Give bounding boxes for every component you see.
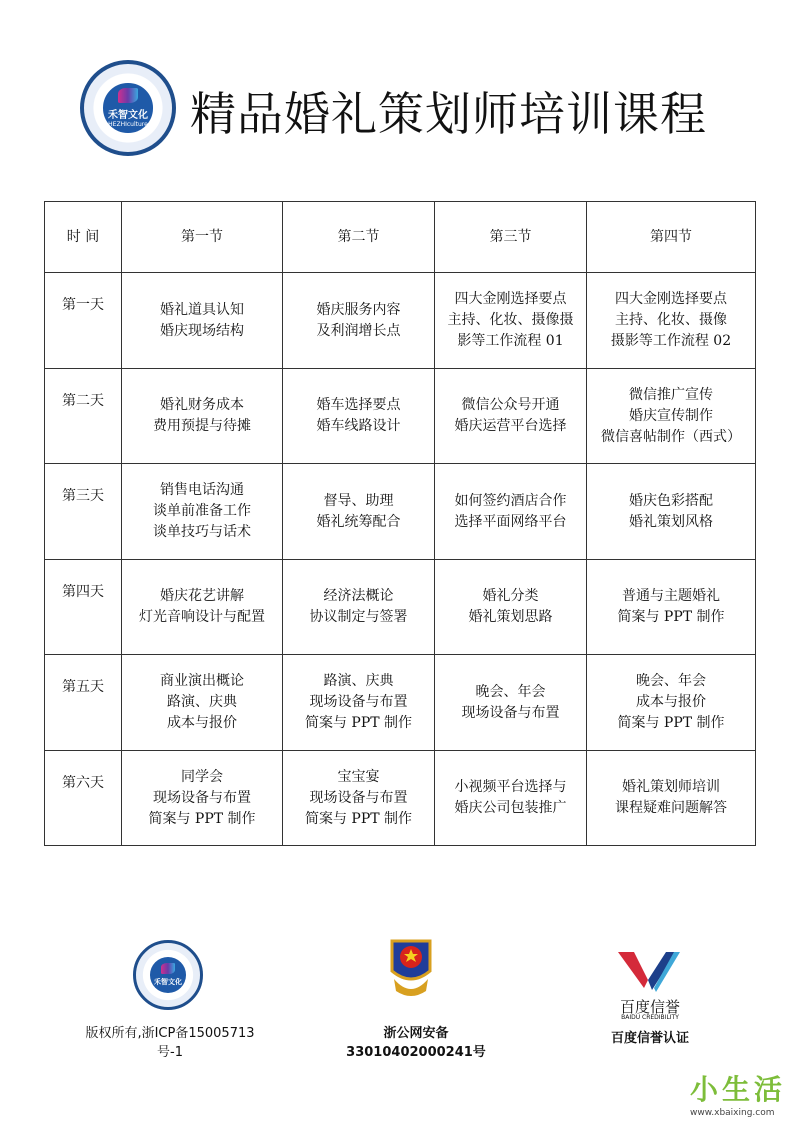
session-cell [587,464,756,560]
session-line: 费用预提与待摊 [153,418,251,434]
session-cell [435,655,587,751]
page-title: 精品婚礼策划师培训课程 [190,87,707,141]
column-header: 时 间 [45,202,122,273]
session-line: 婚庆宣传制作 [629,407,713,424]
session-line: 路演、庆典 [167,694,237,710]
session-cell [435,464,587,560]
session-line: 婚庆色彩搭配 [629,492,713,509]
session-line: 婚礼策划师培训 [622,779,720,795]
session-cell [283,655,435,751]
session-cell [435,751,587,846]
session-line: 成本与报价 [636,694,706,710]
session-cell [435,273,587,369]
session-line: 主持、化妆、摄像摄 [447,312,574,328]
table-row [45,369,756,464]
schedule-table [44,201,756,846]
session-line: 婚礼分类 [482,588,539,604]
session-line: 婚礼统筹配合 [316,513,401,530]
hezhi-logo: 禾智文化 HEZHIculture [80,60,176,156]
session-cell [587,273,756,369]
column-header: 第四节 [587,202,756,273]
session-line: 现场设备与布置 [153,789,251,806]
icp-copyright: 版权所有,浙ICP备15005713号-1 [85,1026,255,1060]
column-header: 第三节 [435,202,587,273]
session-line: 协议制定与签署 [309,609,408,625]
table-row [45,751,756,846]
session-line: 四大金刚选择要点 [615,291,727,307]
session-line: 现场设备与布置 [309,789,408,806]
police-emblem-icon [388,937,434,999]
baidu-logo-sub: BAIDU CREDIBILITY [621,1014,679,1021]
session-line: 督导、助理 [323,492,394,509]
session-cell [122,369,283,464]
session-cell [283,751,435,846]
police-record: 浙公网安备 33010402000241号 [346,1026,486,1060]
watermark: 小生活 www.xbaixing.com [690,1073,787,1118]
session-cell [122,560,283,655]
session-cell [283,273,435,369]
session-line: 商业演出概论 [160,673,244,689]
session-line: 微信推广宣传 [629,386,713,403]
day-label: 第六天 [45,751,122,846]
session-line: 婚庆服务内容 [316,301,401,318]
session-line: 现场设备与布置 [309,694,408,710]
session-cell [283,369,435,464]
session-cell [435,560,587,655]
session-line: 简案与 PPT 制作 [304,715,413,731]
session-cell [283,464,435,560]
day-label: 第三天 [45,464,122,560]
session-line: 摄影等工作流程 02 [610,333,732,349]
session-line: 灯光音响设计与配置 [139,609,265,625]
session-cell [587,560,756,655]
session-line: 宝宝宴 [337,768,380,785]
session-line: 及利润增长点 [316,322,401,339]
baidu-credibility-logo [618,950,680,994]
table-row [45,464,756,560]
session-line: 婚礼策划思路 [468,609,553,625]
session-line: 谈单前准备工作 [153,503,251,519]
session-cell [122,655,283,751]
baidu-certification: 百度信誉认证 [610,1031,689,1046]
session-cell [435,369,587,464]
session-line: 微信喜帖制作（西式） [601,428,741,445]
session-line: 路演、庆典 [323,673,394,689]
session-line: 四大金刚选择要点 [454,291,567,307]
session-line: 简案与 PPT 制作 [304,810,413,827]
session-line: 现场设备与布置 [461,704,560,721]
session-line: 小视频平台选择与 [454,779,567,795]
session-line: 选择平面网络平台 [454,513,567,530]
session-line: 简案与 PPT 制作 [617,609,725,625]
session-line: 简案与 PPT 制作 [148,810,256,827]
day-label: 第五天 [45,655,122,751]
session-cell [587,369,756,464]
session-cell [122,273,283,369]
session-line: 婚庆花艺讲解 [160,588,244,604]
session-line: 课程疑难问题解答 [615,800,727,816]
session-cell [587,655,756,751]
session-line: 晚会、年会 [475,683,546,700]
session-line: 简案与 PPT 制作 [617,715,725,731]
session-cell [283,560,435,655]
session-line: 婚庆现场结构 [160,322,244,339]
session-cell [122,751,283,846]
session-line: 婚车线路设计 [316,418,401,434]
session-cell [587,751,756,846]
session-line: 婚庆运营平台选择 [454,418,567,434]
column-header: 第二节 [283,202,435,273]
session-line: 普通与主题婚礼 [622,588,720,604]
session-line: 谈单技巧与话术 [153,524,251,540]
session-line: 婚庆公司包装推广 [454,800,567,816]
session-line: 经济法概论 [323,588,394,604]
table-row [45,273,756,369]
baidu-logo-text: 百度信誉 [619,998,680,1016]
session-line: 销售电话沟通 [160,482,244,498]
table-row [45,655,756,751]
session-line: 婚礼策划风格 [629,513,713,530]
day-label: 第四天 [45,560,122,655]
day-label: 第二天 [45,369,122,464]
session-line: 婚车选择要点 [316,397,401,413]
session-line: 成本与报价 [167,715,237,731]
session-line: 影等工作流程 01 [457,333,564,349]
session-line: 微信公众号开通 [461,397,560,413]
session-line: 婚礼财务成本 [160,397,244,413]
session-line: 同学会 [181,768,223,785]
session-cell [122,464,283,560]
column-header: 第一节 [122,202,283,273]
hezhi-logo-small: 禾智文化 [133,940,203,1010]
session-line: 晚会、年会 [636,673,706,689]
session-line: 婚礼道具认知 [160,301,244,318]
session-line: 如何签约酒店合作 [454,492,567,509]
day-label: 第一天 [45,273,122,369]
table-row [45,560,756,655]
session-line: 主持、化妆、摄像 [615,312,727,328]
